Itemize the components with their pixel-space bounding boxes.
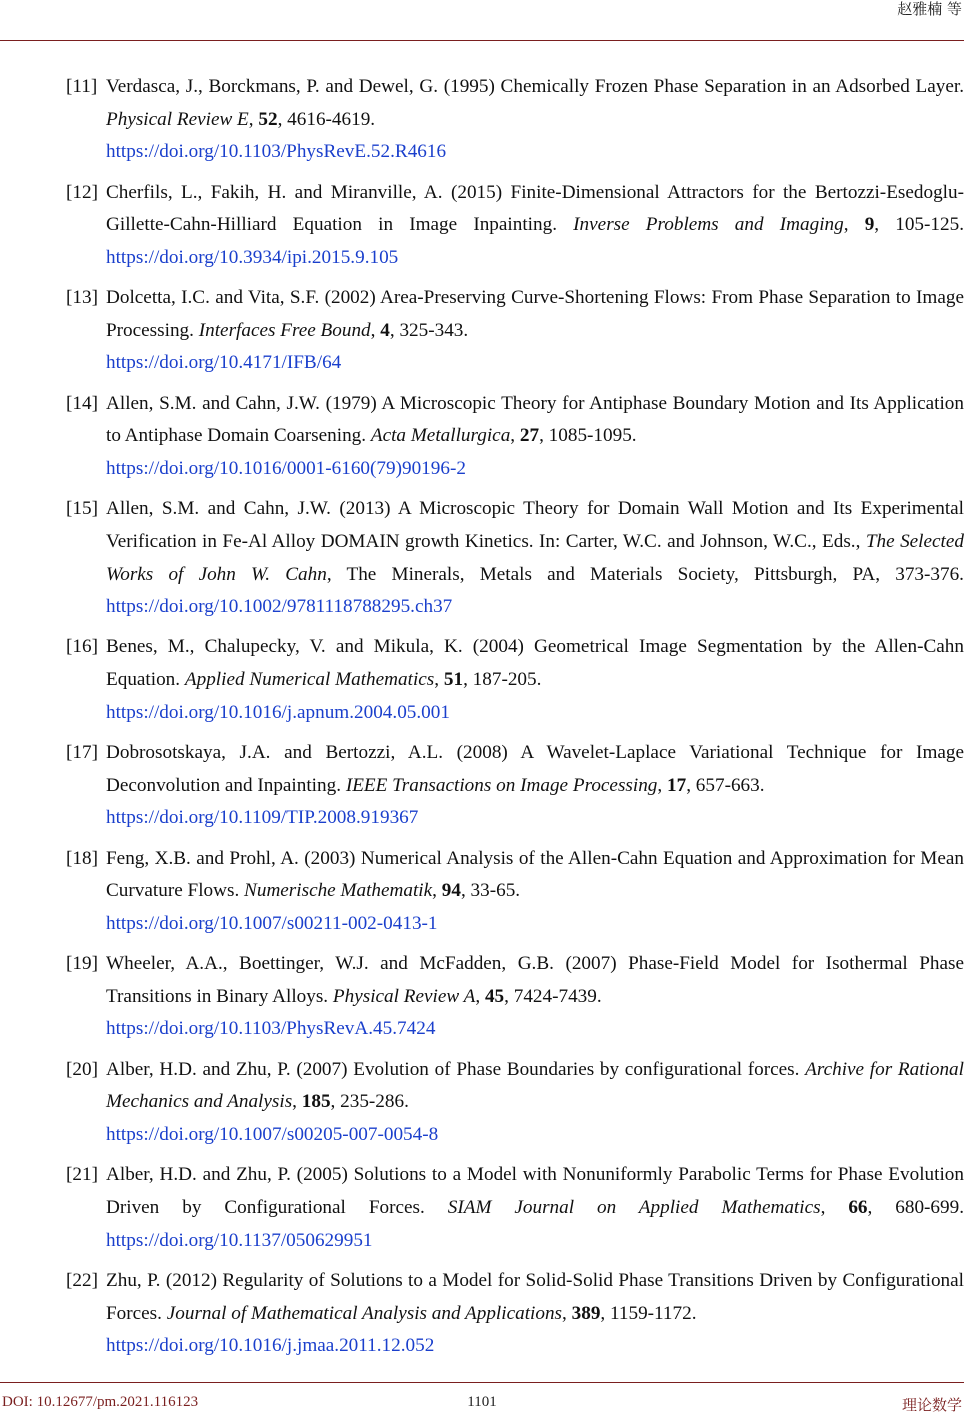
reference-volume: 94 [442,880,461,901]
reference-pages: , 1159-1172. [600,1303,696,1324]
reference-item [66,71,964,169]
footer-journal-name: 理论数学 [902,1394,962,1415]
reference-pages: , 325-343. [390,320,468,341]
reference-doi-link[interactable]: https://doi.org/10.1016/j.jmaa.2011.12.052 [106,1335,434,1356]
reference-body: Dobrosotskaya, J.A. and Bertozzi, A.L. (2008) A Wavelet-Laplace Variational Technique for Image Deconvolution and Inpainting. IEEE Transactions on Image Processing, 17, 657-663. https://doi.org/10.1109/TIP.2008.919367 [106,737,964,835]
reference-pages: , The Minerals, Metals and Materials Society, Pittsburgh, PA, 373-376. [327,564,964,585]
reference-number: [19] [66,948,106,1046]
reference-number: [21] [66,1159,106,1257]
reference-journal: Journal of Mathematical Analysis and Applications [167,1303,562,1324]
reference-item [66,1265,964,1363]
reference-authors-title: Verdasca, J., Borckmans, P. and Dewel, G. (1995) Chemically Frozen Phase Separation in an Adsorbed Layer. [106,76,964,97]
reference-authors-title: Alber, H.D. and Zhu, P. (2007) Evolution of Phase Boundaries by configurational forces. [106,1059,805,1080]
reference-number: [11] [66,71,106,169]
reference-item [66,1054,964,1152]
reference-volume: 389 [572,1303,601,1324]
reference-body: Allen, S.M. and Cahn, J.W. (1979) A Microscopic Theory for Antiphase Boundary Motion and Its Application to Antiphase Domain Coarsening. Acta Metallurgica, 27, 1085-1095. https://doi.org/10.1016/0001-6160(79)90196-2 [106,388,964,486]
reference-number: [12] [66,177,106,275]
reference-authors-title: Dobrosotskaya, J.A. and Bertozzi, A.L. (2008) A Wavelet-Laplace Variational Technique for Image Deconvolution and Inpainting. [106,742,964,796]
footer-doi: DOI: 10.12677/pm.2021.116123 [2,1394,198,1411]
reference-authors-title: Benes, M., Chalupecky, V. and Mikula, K. (2004) Geometrical Image Segmentation by the Allen-Cahn Equation. [106,636,964,690]
reference-doi-link[interactable]: https://doi.org/10.1007/s00211-002-0413-1 [106,913,438,934]
reference-pages: , 105-125. [874,214,964,235]
reference-pages: , 33-65. [461,880,520,901]
reference-journal: Acta Metallurgica [371,425,510,446]
reference-body [106,493,964,623]
reference-volume: 185 [302,1091,331,1112]
reference-item [66,177,964,275]
reference-journal: The Selected Works of John W. Cahn [106,531,964,585]
reference-doi-link[interactable]: https://doi.org/10.1016/0001-6160(79)90196-2 [106,458,466,479]
reference-volume: 51 [444,669,463,690]
reference-number: [13] [66,282,106,380]
reference-pages: , 680-699. [868,1197,964,1218]
reference-journal: Numerische Mathematik [244,880,432,901]
reference-body: Wheeler, A.A., Boettinger, W.J. and McFadden, G.B. (2007) Phase-Field Model for Isothermal Phase Transitions in Binary Alloys. Physical Review A, 45, 7424-7439. https://doi.org/10.1103/PhysRevA.45.7424 [106,948,964,1046]
reference-journal: Inverse Problems and Imaging [573,214,844,235]
reference-number: [16] [66,631,106,729]
reference-volume: 4 [380,320,390,341]
reference-body: Alber, H.D. and Zhu, P. (2005) Solutions to a Model with Nonuniformly Parabolic Terms for Phase Evolution Driven by Configurational Forces. SIAM Journal on Applied Mathematics, 66, 680-699. https://doi.org/10.1137/050629951 [106,1159,964,1257]
reference-number: [20] [66,1054,106,1152]
reference-authors-title: Alber, H.D. and Zhu, P. (2005) Solutions to a Model with Nonuniformly Parabolic Terms for Phase Evolution Driven by Configurational Forces. [106,1164,964,1218]
reference-number: [22] [66,1265,106,1363]
reference-body: Dolcetta, I.C. and Vita, S.F. (2002) Area-Preserving Curve-Shortening Flows: From Phase Separation to Image Processing. Interfaces Free Bound, 4, 325-343. https://doi.org/10.4171/IFB/64 [106,282,964,380]
reference-doi-link[interactable]: https://doi.org/10.1103/PhysRevE.52.R4616 [106,141,446,162]
reference-authors-title: Cherfils, L., Fakih, H. and Miranville, A. (2015) Finite-Dimensional Attractors for the Bertozzi-Esedoglu-Gillette-Cahn-Hilliard Equation in Image Inpainting. [106,182,964,236]
header-author: 赵雅楠 等 [897,0,962,18]
reference-journal: Archive for Rational Mechanics and Analysis [106,1059,964,1113]
reference-doi-link[interactable]: https://doi.org/10.4171/IFB/64 [106,352,341,373]
reference-number: [17] [66,737,106,835]
reference-journal: Applied Numerical Mathematics [185,669,434,690]
reference-doi-link[interactable]: https://doi.org/10.1109/TIP.2008.919367 [106,807,418,828]
reference-body: Alber, H.D. and Zhu, P. (2007) Evolution of Phase Boundaries by configurational forces. Archive for Rational Mechanics and Analysis, 185, 235-286. https://doi.org/10.1007/s00205-007-0054-8 [106,1054,964,1152]
reference-volume: 17 [667,775,686,796]
reference-volume: 45 [485,986,504,1007]
reference-volume: 27 [520,425,539,446]
reference-item [66,1159,964,1257]
reference-body: Cherfils, L., Fakih, H. and Miranville, A. (2015) Finite-Dimensional Attractors for the Bertozzi-Esedoglu-Gillette-Cahn-Hilliard Equation in Image Inpainting. Inverse Problems and Imaging, 9, 105-125. https://doi.org/10.3934/ipi.2015.9.105 [106,177,964,275]
reference-authors-title: Allen, S.M. and Cahn, J.W. (2013) A Microscopic Theory for Domain Wall Motion and Its Experimental Verification in Fe-Al Alloy DOMAIN growth Kinetics. In: Carter, W.C. and Johnson, W.C., Eds., [106,498,964,552]
reference-number: [18] [66,843,106,941]
reference-item [66,737,964,835]
page-header [0,0,964,41]
reference-journal: Physical Review E [106,109,249,130]
reference-number: [15] [66,493,106,623]
reference-item [66,493,964,623]
reference-pages: , 1085-1095. [539,425,637,446]
reference-pages: , 235-286. [331,1091,409,1112]
reference-pages: , 7424-7439. [504,986,602,1007]
reference-authors-title: Feng, X.B. and Prohl, A. (2003) Numerical Analysis of the Allen-Cahn Equation and Approximation for Mean Curvature Flows. [106,848,964,902]
reference-journal: SIAM Journal on Applied Mathematics [448,1197,821,1218]
reference-body: Benes, M., Chalupecky, V. and Mikula, K. (2004) Geometrical Image Segmentation by the Allen-Cahn Equation. Applied Numerical Mathematics, 51, 187-205. https://doi.org/10.1016/j.apnum.2004.05.001 [106,631,964,729]
reference-doi-link[interactable]: https://doi.org/10.1002/9781118788295.ch37 [106,596,452,617]
reference-volume: 9 [865,214,875,235]
reference-journal: Physical Review A [333,986,475,1007]
reference-doi-link[interactable]: https://doi.org/10.1007/s00205-007-0054-8 [106,1124,438,1145]
reference-body: Feng, X.B. and Prohl, A. (2003) Numerical Analysis of the Allen-Cahn Equation and Approximation for Mean Curvature Flows. Numerische Mathematik, 94, 33-65. https://doi.org/10.1007/s00211-002-0413-1 [106,843,964,941]
reference-item [66,282,964,380]
reference-pages: , 4616-4619. [278,109,376,130]
reference-journal: Interfaces Free Bound [199,320,371,341]
reference-journal: IEEE Transactions on Image Processing [346,775,658,796]
reference-doi-link[interactable]: https://doi.org/10.1016/j.apnum.2004.05.001 [106,702,450,723]
page-number: 1101 [0,1394,964,1411]
reference-doi-link[interactable]: https://doi.org/10.3934/ipi.2015.9.105 [106,247,398,268]
reference-body: Zhu, P. (2012) Regularity of Solutions to a Model for Solid-Solid Phase Transitions Driven by Configurational Forces. Journal of Mathematical Analysis and Applications, 389, 1159-1172. https://doi.org/10.1016/j.jmaa.2011.12.052 [106,1265,964,1363]
reference-volume: 66 [848,1197,867,1218]
reference-pages: , 187-205. [463,669,541,690]
reference-volume: 52 [258,109,277,130]
reference-body: Verdasca, J., Borckmans, P. and Dewel, G. (1995) Chemically Frozen Phase Separation in an Adsorbed Layer. Physical Review E, 52, 4616-4619. https://doi.org/10.1103/PhysRevE.52.R4616 [106,71,964,169]
reference-doi-link[interactable]: https://doi.org/10.1103/PhysRevA.45.7424 [106,1018,435,1039]
reference-list [66,71,964,1371]
reference-authors-title: Zhu, P. (2012) Regularity of Solutions to a Model for Solid-Solid Phase Transitions Driven by Configurational Forces. [106,1270,964,1324]
page-footer [0,1382,964,1415]
reference-authors-title: Allen, S.M. and Cahn, J.W. (1979) A Microscopic Theory for Antiphase Boundary Motion and Its Application to Antiphase Domain Coarsening. [106,393,964,447]
reference-authors-title: Dolcetta, I.C. and Vita, S.F. (2002) Area-Preserving Curve-Shortening Flows: From Phase Separation to Image Processing. [106,287,964,341]
reference-item [66,631,964,729]
reference-item [66,388,964,486]
reference-doi-link[interactable]: https://doi.org/10.1137/050629951 [106,1230,373,1251]
reference-authors-title: Wheeler, A.A., Boettinger, W.J. and McFadden, G.B. (2007) Phase-Field Model for Isothermal Phase Transitions in Binary Alloys. [106,953,964,1007]
reference-pages: , 657-663. [686,775,764,796]
reference-item [66,843,964,941]
reference-item [66,948,964,1046]
reference-number: [14] [66,388,106,486]
